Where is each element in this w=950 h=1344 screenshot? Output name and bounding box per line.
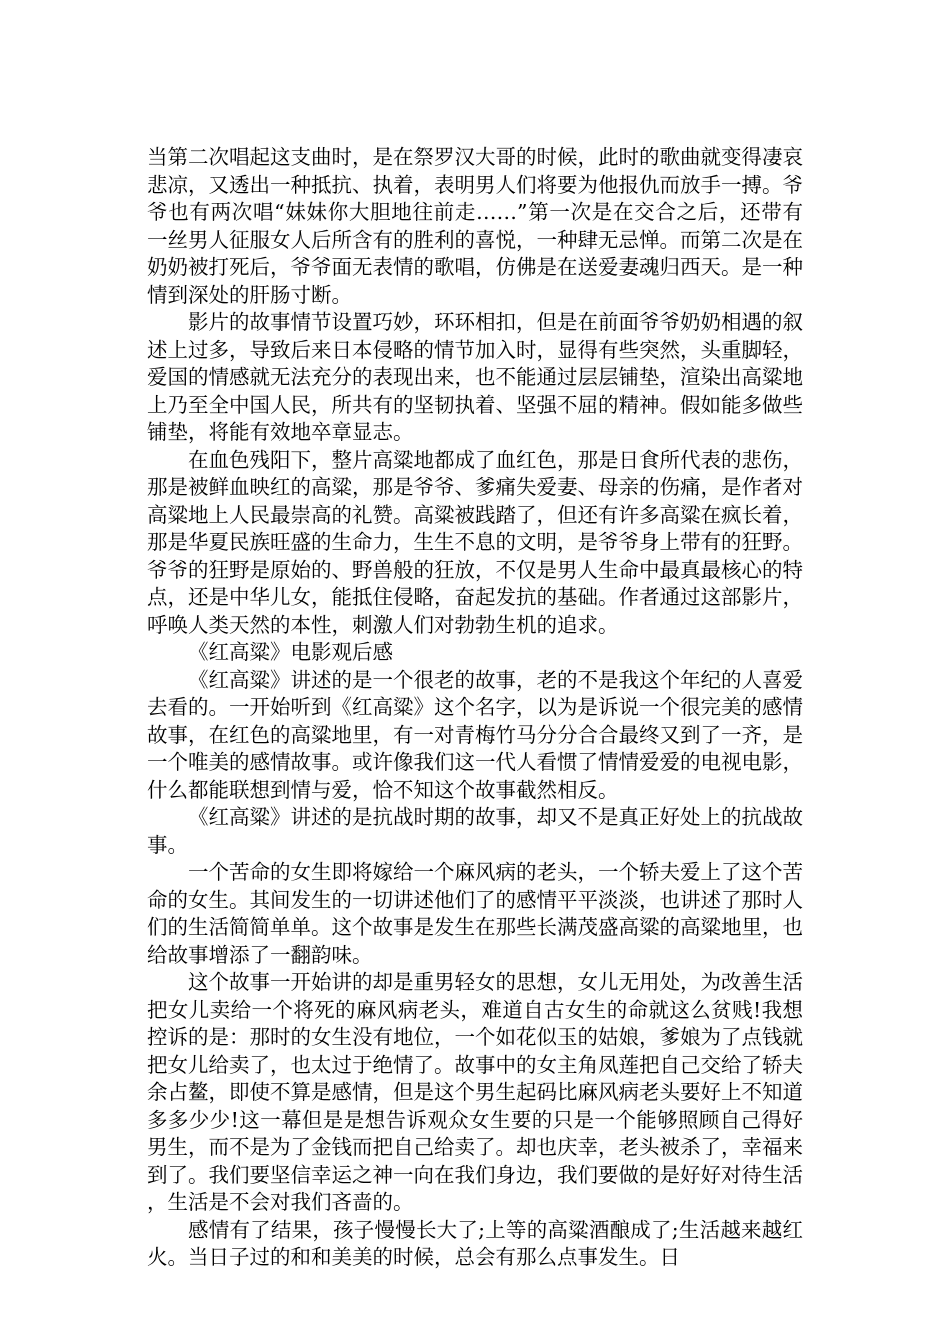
document-body	[147, 144, 803, 1272]
paragraph-gender-bias: 这个故事一开始讲的却是重男轻女的思想，女儿无用处，为改善生活把女儿卖给一个将死的麻风病老头，难道自古女生的命就这么贫贱!我想控诉的是：那时的女生没有地位，一个如花似玉的姑娘，爹娘为了点钱就把女儿给卖了，也太过于绝情了。故事中的女主角凤莲把自己交给了轿夫余占鳌，即使不算是感情，但是这个男生起码比麻风病老头要好上不知道多多少少!这一幕但是是想告诉观众女生要的只是一个能够照顾自己得好男生，而不是为了金钱而把自己给卖了。却也庆幸，老头被杀了，幸福来到了。我们要坚信幸运之神一向在我们身边，我们要做的是好好对待生活，生活是不会对我们吝啬的。	[147, 970, 803, 1214]
paragraph-bitter-girl: 一个苦命的女生即将嫁给一个麻风病的老头，一个轿夫爱上了这个苦命的女生。其间发生的一切讲述他们了的感情平平淡淡，也讲述了那时人们的生活简简单单。这个故事是发生在那些长满茂盛高粱的高粱地里，也给故事增添了一翻韵味。	[147, 860, 803, 967]
paragraph-blood-sunset: 在血色残阳下，整片高粱地都成了血红色，那是日食所代表的悲伤，那是被鲜血映红的高粱，那是爷爷、爹痛失爱妻、母亲的伤痛，是作者对高粱地上人民最崇高的礼赞。高粱被践踏了，但还有许多高粱在疯长着，那是华夏民族旺盛的生命力，生生不息的文明，是爷爷身上带有的狂野。爷爷的狂野是原始的、野兽般的狂放，不仅是男人生命中最真最核心的特点，还是中华儿女，能抵住侵略，奋起发抗的基础。作者通过这部影片，呼唤人类天然的本性，刺激人们对勃勃生机的追求。	[147, 447, 803, 637]
paragraph-old-story: 《红高粱》讲述的是一个很老的故事，老的不是我这个年纪的人喜爱去看的。一开始听到《红高粱》这个名字，以为是诉说一个很完美的感情故事，在红色的高粱地里，有一对青梅竹马分分合合最终又到了一齐，是一个唯美的感情故事。或许像我们这一代人看惯了情情爱爱的电视电影，什么都能联想到情与爱，恰不知这个故事截然相反。	[147, 667, 803, 802]
section-title: 《红高粱》电影观后感	[188, 640, 393, 664]
paragraph-life-prosper: 感情有了结果，孩子慢慢长大了;上等的高粱酒酿成了;生活越来越红火。当日子过的和和美美的时候，总会有那么点事发生。日	[147, 1217, 803, 1269]
paragraph-plot-critique: 影片的故事情节设置巧妙，环环相扣，但是在前面爷爷奶奶相遇的叙述上过多，导致后来日本侵略的情节加入时，显得有些突然，头重脚轻，爱国的情感就无法充分的表现出来，也不能通过层层铺垫，渲染出高粱地上乃至全中国人民，所共有的坚韧执着、坚强不屈的精神。假如能多做些铺垫，将能有效地卒章显志。	[147, 310, 803, 444]
paragraph-song-second-time: 当第二次唱起这支曲时，是在祭罗汉大哥的时候，此时的歌曲就变得凄哀悲凉，又透出一种抵抗、执着，表明男人们将要为他报仇而放手一搏。爷爷也有两次唱“妹妹你大胆地往前走……”第一次是在交合之后，还带有一丝男人征服女人后所含有的胜利的喜悦，一种肆无忌惮。而第二次是在奶奶被打死后，爷爷面无表情的歌唱，仿佛是在送爱妻魂归西天。是一种情到深处的肝肠寸断。	[147, 145, 803, 307]
paragraph-war-story: 《红高粱》讲述的是抗战时期的故事，却又不是真正好处上的抗战故事。	[147, 805, 803, 857]
